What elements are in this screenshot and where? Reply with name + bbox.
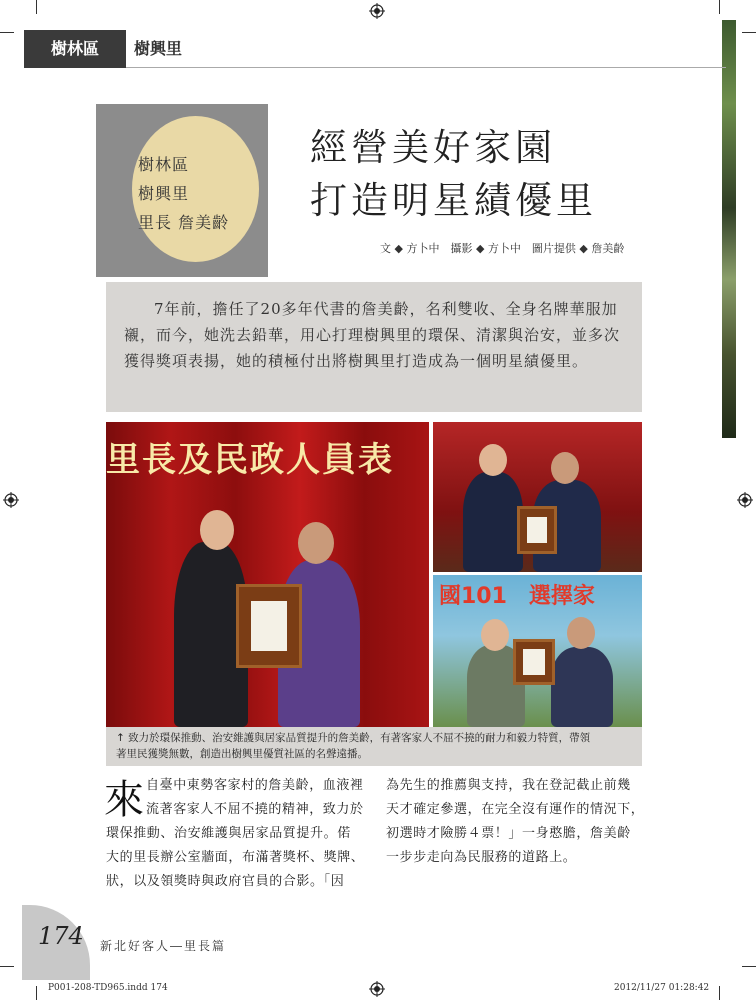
page-number: 174 <box>38 922 84 950</box>
chief-head <box>567 617 595 649</box>
chief-figure <box>551 647 613 727</box>
body-line: 大的里長辦公室牆面，布滿著獎杯、獎牌、 <box>106 850 365 865</box>
profile-chief-name: 里長 詹美齡 <box>138 213 230 232</box>
registration-mark-icon <box>737 492 753 508</box>
crop-mark <box>36 0 37 14</box>
article-title-line-1: 經營美好家園 <box>310 126 556 169</box>
award-ceremony-photo <box>106 422 429 727</box>
police-award-photo <box>433 422 642 572</box>
profile-district: 樹林區 <box>138 155 190 174</box>
community-event-photo <box>433 575 642 727</box>
slug-date: 2012/11/27 01:28:42 <box>614 983 710 993</box>
publication-title: 新北好客人―里長篇 <box>100 939 227 953</box>
registration-mark-icon <box>3 492 19 508</box>
registration-mark-icon <box>369 3 385 19</box>
chief-head <box>298 522 334 564</box>
man-head <box>481 619 509 651</box>
crop-mark <box>0 32 14 33</box>
slug-file: P001-208-TD965.indd 174 <box>48 983 168 993</box>
body-line: 為先生的推薦與支持，我在登記截止前幾 <box>386 778 631 793</box>
body-line: 狀，以及領獎時與政府官員的合影。「因 <box>106 874 345 889</box>
body-line: 流著客家人不屈不撓的精神，致力於 <box>146 802 364 817</box>
award-plaque <box>513 639 555 685</box>
village-label: 樹興里 <box>134 39 183 58</box>
body-line: 一步步走向為民服務的道路上。 <box>386 850 577 865</box>
crop-mark <box>719 0 720 14</box>
drop-cap: 來 <box>104 777 144 823</box>
byline-credit: 文 ◆ 方卜中 攝影 ◆ 方卜中 圖片提供 ◆ 詹美齡 <box>380 242 625 255</box>
caption-line-2: 著里民獲獎無數，創造出樹興里優質社區的名聲遠播。 <box>116 748 368 760</box>
officer-head <box>479 444 507 476</box>
chief-head <box>551 452 579 484</box>
officer-figure <box>463 472 523 572</box>
body-line: 環保推動、治安維護與居家品質提升。偌 <box>106 826 351 841</box>
official-head <box>200 510 234 550</box>
caption-line-1: ↑ 致力於環保推動、治安維護與居家品質提升的詹美齡，有著客家人不屈不撓的耐力和毅力特質，帶領 <box>116 732 591 744</box>
body-line: 自臺中東勢客家村的詹美齡，血液裡 <box>146 778 364 793</box>
profile-village: 樹興里 <box>138 184 190 203</box>
district-tag: 樹林區 <box>24 30 126 68</box>
award-plaque <box>517 506 557 554</box>
intro-text: 7年前，擔任了20多年代書的詹美齡，名利雙收、全身名牌華服加襯，而今，她洗去鉛華，用心打理樹興里的環保、清潔與治安，並多次獲得獎項表揚，她的積極付出將樹興里打造成為一個明星績優里。 <box>124 300 621 370</box>
body-line: 天才確定參選，在完全沒有運作的情況下， <box>386 802 645 817</box>
crop-mark <box>0 966 14 967</box>
registration-mark-icon <box>369 981 385 997</box>
photo-banner-text: 里長及民政人員表 <box>106 440 394 480</box>
award-plaque <box>236 584 302 668</box>
crop-mark <box>742 32 756 33</box>
side-photo-strip <box>722 20 736 438</box>
crop-mark <box>742 966 756 967</box>
crop-mark <box>719 986 720 1000</box>
header-rule <box>126 67 726 68</box>
article-title-line-2: 打造明星績優里 <box>310 179 597 222</box>
intro-box <box>106 282 642 412</box>
event-banner-text: 國101 選擇家 <box>439 584 595 609</box>
crop-mark <box>36 986 37 1000</box>
body-line: 初選時才險勝４票！」一身憨膽，詹美齡 <box>386 826 631 841</box>
photo-caption <box>106 727 642 766</box>
